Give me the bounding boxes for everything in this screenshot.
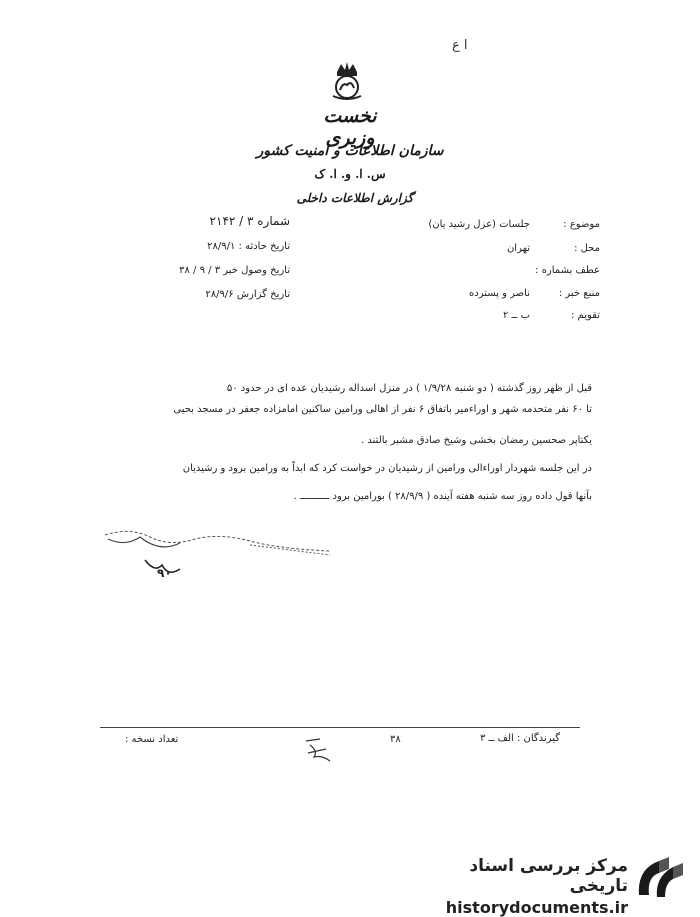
recipients: گیرندگان : الف ــ ۳ xyxy=(480,733,560,744)
incident-date: تاریخ حادثه : ۲۸/۹/۱ xyxy=(207,241,290,252)
body-line: در این جلسه شهردار اوراءالی ورامین از رشیدیان در خواست کرد که ابداً به ورامین برود و رشیدیان xyxy=(182,463,592,474)
reference-label: عطف بشماره : xyxy=(535,265,600,276)
signature-number: ۹۰ xyxy=(157,566,172,580)
received-date: تاریخ وصول خبر ۳ / ۹ / ۳۸ xyxy=(179,265,290,276)
document-number: شماره ۳ / ۲۱۴۲ xyxy=(209,214,290,228)
footer-code: ۳۸ xyxy=(390,734,401,745)
watermark-title: مرکز بررسی اسناد تاریخی xyxy=(469,856,628,896)
report-date: تاریخ گزارش ۲۸/۹/۶ xyxy=(205,289,290,300)
header-report-type: گزارش اطلاعات داخلی xyxy=(296,191,414,205)
source-value: ناصر و پسترده xyxy=(469,288,530,299)
copies-count: تعداد نسخه : xyxy=(125,734,179,745)
body-line: قبل از ظهر روز گذشته ( دو شنبه ۱/۹/۲۸ ) در منزل اسداله رشیدیان عده ای در حدود ۵۰ xyxy=(226,383,592,394)
history-documents-logo-icon xyxy=(633,855,687,903)
subject-label: موضوع : xyxy=(563,219,600,230)
header-organization: سازمان اطلاعات و امنیت کشور xyxy=(256,143,444,159)
location-label: محل : xyxy=(574,243,600,254)
body-line: تا ۶۰ نفر متحدمه شهر و اوراءمیر باتفاق ۶ نفر از اهالی ورامین ساکنین امامزاده جعفر در مسجد بحیی xyxy=(173,404,592,415)
source-label: منبع خبر : xyxy=(558,288,600,299)
initials-mark xyxy=(300,735,340,765)
corner-mark: ا ع xyxy=(452,38,468,53)
footer-divider xyxy=(100,727,580,728)
evaluation-label: تقویم : xyxy=(571,310,600,321)
watermark xyxy=(408,856,628,917)
emblem-icon xyxy=(323,58,371,102)
body-line: یکتاپر صحسین رمضان بخشی وشیخ صادق مشبر بالتند . xyxy=(361,435,592,446)
handwritten-signature xyxy=(100,525,340,585)
body-line: بآنها قول داده روز سه شنبه هفته آینده ( ۲۸/۹/۹ ) بورامین برود ــــــــــ . xyxy=(293,491,592,502)
subject-value: جلسات (عزل رشید یان) xyxy=(428,219,530,230)
evaluation-value: ب ــ ۲ xyxy=(502,310,530,321)
watermark-url: historydocuments.ir xyxy=(445,898,628,917)
header-abbreviation: س. ا. و. ا. ک xyxy=(314,167,386,181)
header-title: نخست وزیری xyxy=(323,105,377,149)
location-value: تهران xyxy=(506,243,530,254)
